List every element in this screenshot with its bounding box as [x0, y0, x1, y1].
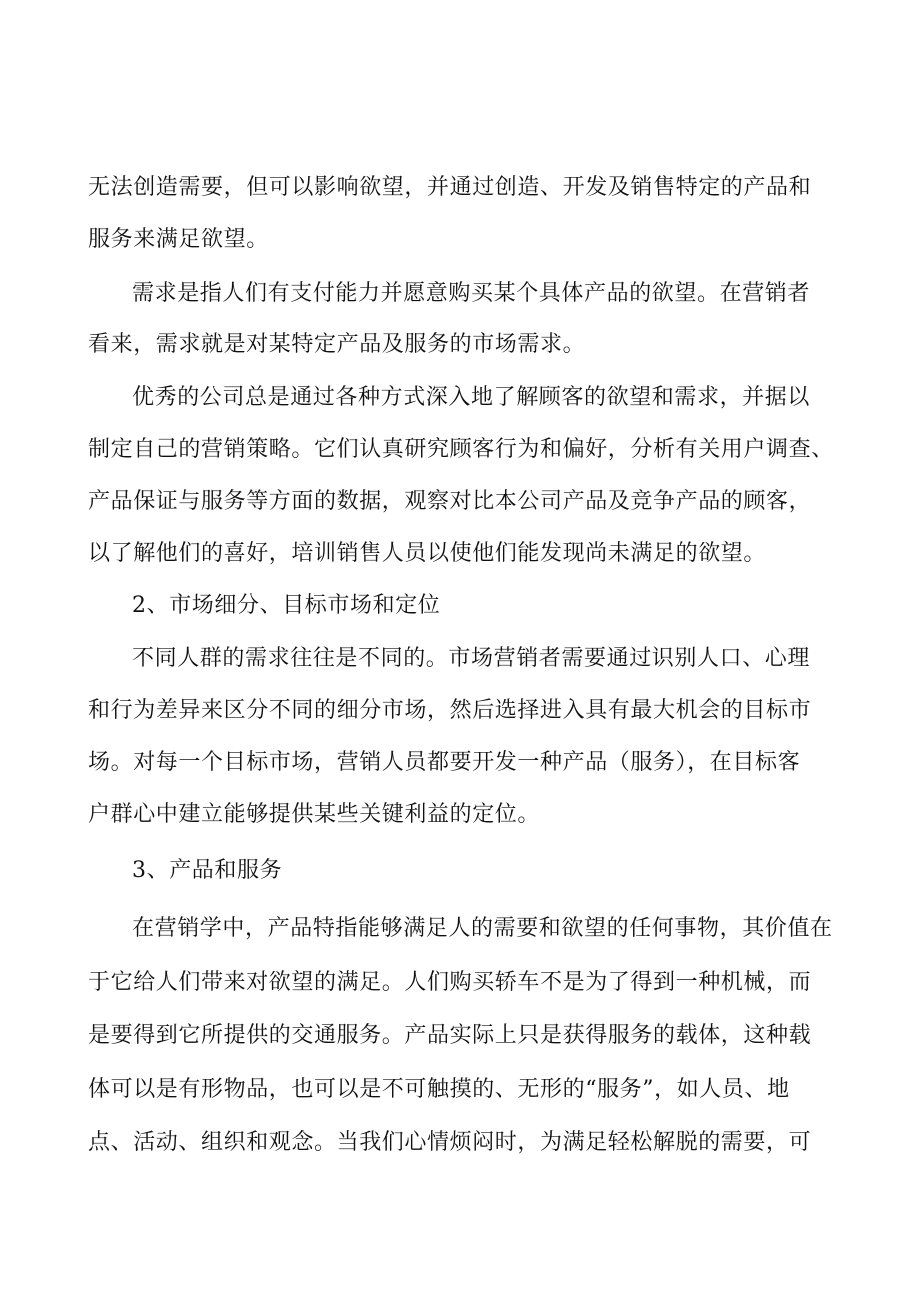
paragraph-line: 以了解他们的喜好，培训销售人员以使他们能发现尚未满足的欲望。: [88, 541, 767, 566]
paragraph-line: 是要得到它所提供的交通服务。产品实际上只是获得服务的载体，这种载: [88, 1023, 812, 1048]
section-heading: 3、产品和服务: [132, 858, 283, 883]
paragraph-line: 服务来满足欲望。: [88, 227, 269, 252]
paragraph-line: 看来，需求就是对某特定产品及服务的市场需求。: [88, 332, 586, 357]
paragraph-line: 和行为差异来区分不同的细分市场，然后选择进入具有最大机会的目标市: [88, 698, 812, 723]
paragraph-line: 不同人群的需求往往是不同的。市场营销者需要通过识别人口、心理: [132, 646, 811, 671]
paragraph-line: 于它给人们带来对欲望的满足。人们购买轿车不是为了得到一种机械，而: [88, 970, 812, 995]
paragraph-line: 无法创造需要，但可以影响欲望，并通过创造、开发及销售特定的产品和: [88, 175, 812, 200]
paragraph-line: 在营销学中，产品特指能够满足人的需要和欲望的任何事物，其价值在: [132, 916, 833, 941]
paragraph-line: 户群心中建立能够提供某些关键利益的定位。: [88, 802, 541, 827]
paragraph-line: 优秀的公司总是通过各种方式深入地了解顾客的欲望和需求，并据以: [132, 385, 811, 410]
paragraph-line: 制定自己的营销策略。它们认真研究顾客行为和偏好，分析有关用户调查、: [88, 437, 834, 462]
paragraph-line: 需求是指人们有支付能力并愿意购买某个具体产品的欲望。在营销者: [132, 281, 811, 306]
section-heading: 2、市场细分、目标市场和定位: [132, 593, 441, 618]
paragraph-line: 产品保证与服务等方面的数据，观察对比本公司产品及竞争产品的顾客，: [88, 489, 812, 514]
paragraph-line: 点、活动、组织和观念。当我们心情烦闷时，为满足轻松解脱的需要，可: [88, 1130, 812, 1155]
paragraph-line: 场。对每一个目标市场，营销人员都要开发一种产品（服务），在目标客: [88, 750, 801, 775]
paragraph-line: 体可以是有形物品，也可以是不可触摸的、无形的“服务”，如人员、地: [88, 1077, 790, 1102]
